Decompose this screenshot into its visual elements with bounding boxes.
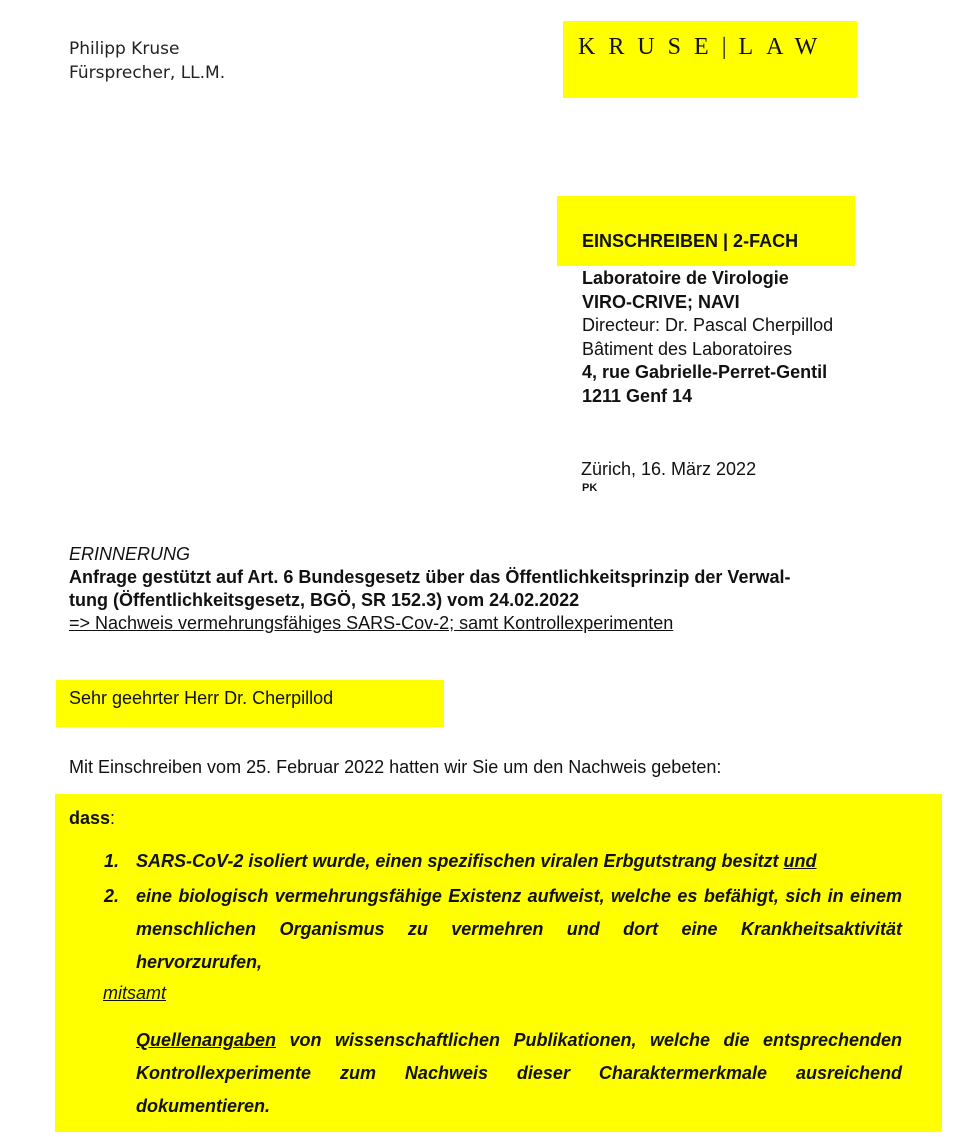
recipient-line-4: Bâtiment des Laboratoires bbox=[582, 338, 793, 359]
sender-title: Fürsprecher, LL.M. bbox=[69, 63, 226, 83]
list-item-2: eine biologisch vermehrungsfähige Existenz aufweist, welche es befähigt, sich in einem menschlichen Organismus zu vermehren und dort eine Krankheitsaktivität hervorzurufen, bbox=[136, 886, 902, 972]
subject-title-line-1: Anfrage gestützt auf Art. 6 Bundesgesetz über das Öffentlichkeitsprinzip der Verwal- bbox=[69, 567, 791, 587]
subject-label: ERINNERUNG bbox=[69, 544, 191, 564]
recipient-line-1: Laboratoire de Virologie bbox=[582, 268, 789, 288]
mitsamt-label: mitsamt bbox=[103, 983, 166, 1003]
subject-block bbox=[69, 543, 899, 635]
subject-title-line-2: tung (Öffentlichkeitsgesetz, BGÖ, SR 152.3) vom 24.02.2022 bbox=[69, 590, 580, 610]
subject-reference bbox=[69, 612, 899, 635]
quote-lead bbox=[69, 808, 115, 829]
logo-separator: | bbox=[721, 34, 739, 60]
letter-date: Zürich, 16. März 2022 bbox=[581, 459, 757, 479]
recipient-line-2: VIRO-CRIVE; NAVI bbox=[582, 291, 740, 312]
list-number-2: 2. bbox=[104, 886, 120, 906]
sources-lead: Quellenangaben bbox=[136, 1030, 277, 1050]
list-item-1 bbox=[136, 845, 816, 878]
logo-right: LAW bbox=[738, 34, 831, 60]
recipient-line-5: 4, rue Gabrielle-Perret-Gentil bbox=[582, 362, 828, 382]
logo bbox=[578, 34, 830, 61]
recipient-line-6: 1211 Genf 14 bbox=[582, 385, 693, 406]
sender-block bbox=[69, 37, 225, 85]
salutation: Sehr geehrter Herr Dr. Cherpillod bbox=[69, 688, 334, 708]
subject-reference-text: => Nachweis vermehrungsfähiges SARS-Cov-2; samt Kontrollexperimenten bbox=[69, 613, 674, 633]
delivery-method: EINSCHREIBEN | 2-FACH bbox=[582, 231, 799, 251]
list-number-1: 1. bbox=[104, 851, 120, 871]
quote-lead-colon: : bbox=[110, 808, 116, 828]
recipient-line-3: Directeur: Dr. Pascal Cherpillod bbox=[582, 315, 834, 335]
logo-left: KRUSE bbox=[578, 34, 722, 60]
quote-lead-word: dass bbox=[69, 808, 111, 828]
list-item-1-tail: und bbox=[783, 851, 817, 871]
sources-paragraph bbox=[136, 1024, 902, 1123]
subject-title bbox=[69, 566, 899, 612]
author-initials: PK bbox=[582, 482, 598, 494]
sender-name: Philipp Kruse bbox=[69, 39, 180, 59]
list-item-1-text: SARS-CoV-2 isoliert wurde, einen spezifischen viralen Erbgutstrang besitzt bbox=[136, 851, 779, 871]
sources-text: von wissenschaftlichen Publikationen, welche die entsprechenden Kontrollexperimente zum Nachweis dieser Charaktermerkmale ausreichend dokumentieren. bbox=[136, 1030, 902, 1116]
recipient-address bbox=[582, 267, 833, 408]
intro-paragraph: Mit Einschreiben vom 25. Februar 2022 hatten wir Sie um den Nachweis gebeten: bbox=[69, 757, 722, 777]
